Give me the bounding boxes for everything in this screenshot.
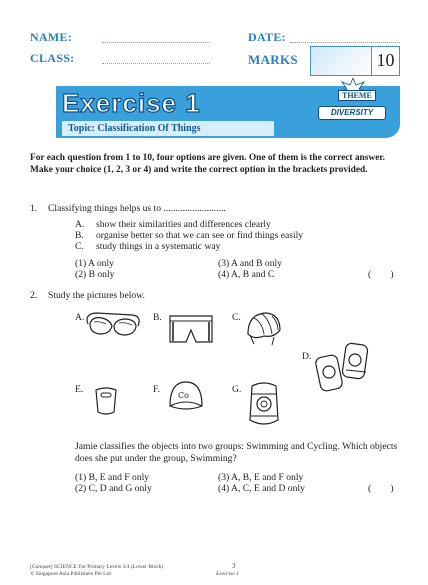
- q1-statement-b-letter: B.: [75, 230, 84, 241]
- q1-answer-bracket[interactable]: ( ): [368, 269, 394, 280]
- q2-stem: Study the pictures below.: [48, 290, 145, 301]
- name-field-line[interactable]: [102, 42, 210, 43]
- picture-g-label: G.: [232, 384, 242, 395]
- q2-answer-bracket[interactable]: ( ): [368, 483, 394, 494]
- q2-option-4[interactable]: (4) A, C, E and D only: [218, 483, 305, 494]
- theme-label: THEME: [338, 90, 376, 101]
- date-field-line[interactable]: [290, 42, 400, 43]
- q2-question: Jamie classifies the objects into two groups: Swimming and Cycling. Which objects does she put under the group, Swimming?: [75, 441, 398, 464]
- q1-stem: Classifying things helps us to ..........................: [48, 203, 226, 214]
- q2-number: 2.: [30, 290, 38, 301]
- q1-option-3[interactable]: (3) A and B only: [218, 258, 282, 269]
- footer-book-title: [Conquer] SCIENCE For Primary Levels 3/4 (Lower Block): [30, 564, 164, 570]
- q1-option-1[interactable]: (1) A only: [75, 258, 114, 269]
- marks-label: MARKS: [248, 52, 298, 67]
- q1-statement-c-letter: C.: [75, 241, 84, 252]
- q2-option-1[interactable]: (1) B, E and F only: [75, 472, 150, 483]
- swimming-trunks-icon: [166, 312, 216, 348]
- class-field-line[interactable]: [102, 63, 210, 64]
- name-label: NAME:: [30, 30, 73, 44]
- marks-box-shade: [311, 47, 371, 75]
- date-label: DATE:: [248, 30, 286, 44]
- footer-exercise-label: Exercise 1: [216, 571, 239, 577]
- elbow-pad-icon: [244, 380, 284, 430]
- topic-label: Topic: Classification Of Things: [62, 121, 274, 136]
- q1-option-2[interactable]: (2) B only: [75, 269, 115, 280]
- swimming-goggles-icon: [86, 310, 142, 342]
- page-number: 3: [232, 562, 236, 570]
- knee-pads-icon: [314, 340, 372, 396]
- swimming-cap-icon: [166, 378, 206, 418]
- class-label: CLASS:: [30, 51, 75, 65]
- picture-f-label: F.: [153, 384, 160, 395]
- exercise-title: Exercise 1: [62, 88, 201, 118]
- picture-d-label: D.: [302, 351, 312, 362]
- q2-option-2[interactable]: (2) C, D and G only: [75, 483, 152, 494]
- q1-number: 1.: [30, 203, 38, 214]
- footer-copyright: © Singapore Asia Publishers Pte Ltd: [30, 571, 111, 577]
- picture-c-label: C.: [232, 312, 241, 323]
- kickboard-icon: [90, 386, 122, 418]
- instructions: For each question from 1 to 10, four options are given. One of them is the correct answer. Make your choice (1, 2, 3 or 4) and write the correct option in the brackets provided.: [30, 153, 385, 175]
- q1-statement-a-letter: A.: [75, 219, 85, 230]
- picture-e-label: E.: [75, 384, 84, 395]
- q1-statement-c: study things in a systematic way: [96, 241, 221, 252]
- q1-statement-a: show their similarities and differences clearly: [96, 219, 271, 230]
- q1-option-4[interactable]: (4) A, B and C: [218, 269, 275, 280]
- marks-box[interactable]: [310, 46, 400, 76]
- svg-text:Co: Co: [178, 391, 189, 400]
- q1-statement-b: organise better so that we can see or find things easily: [96, 230, 304, 241]
- bicycle-helmet-icon: [244, 308, 284, 348]
- picture-a-label: A.: [75, 312, 85, 323]
- picture-b-label: B.: [153, 312, 162, 323]
- theme-value: DIVERSITY: [318, 106, 386, 120]
- q2-option-3[interactable]: (3) A, B, E and F only: [218, 472, 304, 483]
- marks-total: 10: [376, 50, 395, 70]
